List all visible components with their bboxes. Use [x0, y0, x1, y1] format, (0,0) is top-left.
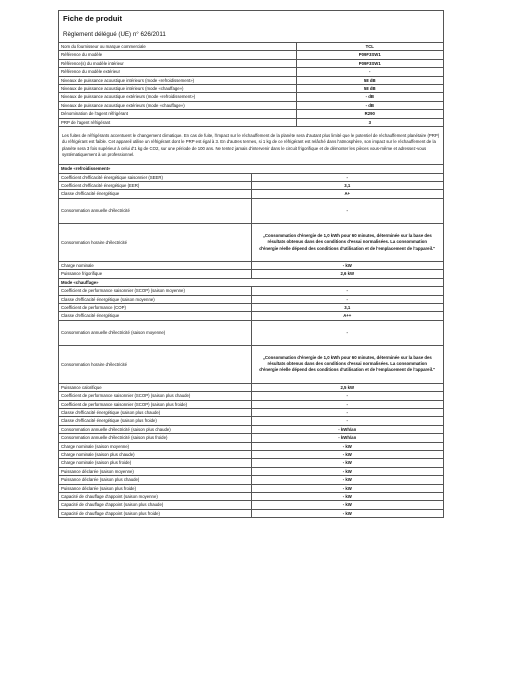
row-label: Consommation annuelle d'électricité (saison moyenne) — [59, 320, 252, 345]
row-value: 3,1 — [251, 303, 444, 311]
section-label: Mode «refroidissement» — [59, 165, 444, 173]
row-label: Coefficient de performance saisonnier (SCOP) (saison plus chaude) — [59, 392, 252, 400]
row-label: Référence du modèle extérieur — [59, 68, 297, 76]
row-value: - dB — [296, 93, 443, 101]
table-row — [59, 295, 444, 303]
row-label: Classe d'efficacité énergétique — [59, 312, 252, 320]
row-label: Nom du fournisseur ou marque commerciale — [59, 43, 297, 51]
row-label: Capacité de chauffage d'appoint (saison plus chaude) — [59, 501, 252, 509]
row-value: - kW — [251, 450, 444, 458]
row-label: Coefficient de performance (COP) — [59, 303, 252, 311]
sheet-title: Fiche de produit — [63, 14, 123, 23]
row-label: Classe d'efficacité énergétique (saison moyenne) — [59, 295, 252, 303]
row-label: Charge nominale — [59, 261, 252, 269]
row-label: Dénomination de l'agent réfrigérant — [59, 110, 297, 118]
table-row — [59, 501, 444, 509]
row-label: Coefficient de performance saisonnier (SCOP) (saison moyenne) — [59, 287, 252, 295]
row-label: Puissance frigorifique — [59, 270, 252, 278]
table-row — [59, 450, 444, 458]
row-value: - kWh/an — [251, 425, 444, 433]
table-row — [59, 118, 444, 126]
row-label: Charge nominale (saison plus froide) — [59, 459, 252, 467]
row-value: - kW — [251, 459, 444, 467]
table-row — [59, 425, 444, 433]
table-row — [59, 190, 444, 198]
row-value: A++ — [251, 312, 444, 320]
table-row — [59, 509, 444, 517]
product-sheet — [58, 10, 444, 518]
row-label: Niveaux de puissance acoustique extérieurs (mode «chauffage») — [59, 101, 297, 109]
table-row — [59, 400, 444, 408]
table-row — [59, 51, 444, 59]
table-row — [59, 101, 444, 109]
table-row — [59, 434, 444, 442]
row-label: Puissance déclarée (saison plus froide) — [59, 484, 252, 492]
section-label: Mode «chauffage» — [59, 278, 444, 286]
table-row — [59, 223, 444, 261]
row-label: Capacité de chauffage d'appoint (saison moyenne) — [59, 493, 252, 501]
row-value: - kW — [251, 493, 444, 501]
row-value: - kWh/an — [251, 434, 444, 442]
row-label: Consommation annuelle d'électricité (saison plus froide) — [59, 434, 252, 442]
row-label: Classe d'efficacité énergétique — [59, 190, 252, 198]
row-value: „Consommation d'énergie de 1,0 kWh pour 60 minutes, déterminée sur la base des résultats obtenus dans des conditions d'essai normalisées. La consommation d'énergie réelle dépend des conditions d'utilisation et de l'emplacement de l'appareil." — [251, 223, 444, 261]
row-value: - kW — [251, 442, 444, 450]
table-row — [59, 459, 444, 467]
row-label: Capacité de chauffage d'appoint (saison plus froide) — [59, 509, 252, 517]
section-row-cooling — [59, 165, 444, 173]
cooling-table — [58, 164, 444, 518]
row-value: A+ — [251, 190, 444, 198]
row-value: - — [251, 295, 444, 303]
row-label: Puissance calorifique — [59, 383, 252, 391]
table-row — [59, 270, 444, 278]
table-row — [59, 59, 444, 67]
row-label: Puissance déclarée (saison moyenne) — [59, 467, 252, 475]
row-label: Consommation horaire d'électricité — [59, 345, 252, 383]
row-value: P09F3SW1 — [296, 59, 443, 67]
row-value: - — [251, 198, 444, 223]
row-value: R290 — [296, 110, 443, 118]
table-row — [59, 173, 444, 181]
row-label: Référence(s) du modèle intérieur — [59, 59, 297, 67]
section-row-heating — [59, 278, 444, 286]
general-table — [58, 42, 444, 127]
row-label: Charge nominale (saison plus chaude) — [59, 450, 252, 458]
table-row — [59, 287, 444, 295]
sheet-subtitle: Règlement délégué (UE) n° 626/2011 — [63, 31, 166, 38]
row-label: PRP de l'agent réfrigérant — [59, 118, 297, 126]
row-value: - kW — [251, 476, 444, 484]
row-value: - kW — [251, 509, 444, 517]
row-label: Référence du modèle — [59, 51, 297, 59]
row-value: - kW — [251, 467, 444, 475]
row-value: - kW — [251, 261, 444, 269]
row-value: - — [251, 320, 444, 345]
table-row — [59, 303, 444, 311]
row-value: „Consommation d'énergie de 1,0 kWh pour 60 minutes, déterminée sur la base des résultats obtenus dans des conditions d'essai normalisées. La consommation d'énergie réelle dépend des conditions d'utilisation et de l'emplacement de l'appareil." — [251, 345, 444, 383]
row-label: Coefficient de performance saisonnier (SCOP) (saison plus froide) — [59, 400, 252, 408]
row-label: Coefficient d'efficacité énergétique saisonnier (SEER) — [59, 173, 252, 181]
row-value: - — [296, 68, 443, 76]
table-row — [59, 493, 444, 501]
table-row — [59, 320, 444, 345]
table-row — [59, 43, 444, 51]
row-label: Niveaux de puissance acoustique intérieurs (mode «chauffage») — [59, 85, 297, 93]
table-row — [59, 345, 444, 383]
row-label: Niveaux de puissance acoustique extérieurs (mode «refroidissement») — [59, 93, 297, 101]
table-row — [59, 261, 444, 269]
row-label: Puissance déclarée (saison plus chaude) — [59, 476, 252, 484]
table-row — [59, 68, 444, 76]
table-row — [59, 93, 444, 101]
row-value: - — [251, 417, 444, 425]
row-value: - kW — [251, 501, 444, 509]
row-label: Classe d'efficacité énergétique (saison plus froide) — [59, 417, 252, 425]
row-label: Classe d'efficacité énergétique (saison plus chaude) — [59, 408, 252, 416]
row-value: - — [251, 400, 444, 408]
row-value: - — [251, 173, 444, 181]
row-label: Consommation annuelle d'électricité (saison plus chaude) — [59, 425, 252, 433]
sheet-header — [58, 10, 444, 42]
row-value: - — [251, 408, 444, 416]
row-value: 58 dB — [296, 76, 443, 84]
refrigerant-note: Les fuites de réfrigérants accentuent le changement climatique. En cas de fuite, l'impact sur le réchauffement de la planète sera d'autant plus limité que le potentiel de réchauffement planétaire (PRP) du réfrigérant est faible. Cet appareil utilise un réfrigérant dont le PRP est égal à 3. En d'autres termes, si 1 kg de ce réfrigérant est relâché dans l'atmosphère, son impact sur le réchauffement de la planète sera 3 fois supérieur à celui d'1 kg de CO2, sur une période de 100 ans. Ne tentez jamais d'intervenir dans le circuit frigorifique et de démonter les pièces vous-même et adressez-vous systématiquement à un professionnel. — [58, 127, 444, 164]
row-label: Niveaux de puissance acoustique intérieurs (mode «refroidissement») — [59, 76, 297, 84]
table-row — [59, 392, 444, 400]
row-value: - — [251, 287, 444, 295]
row-label: Consommation horaire d'électricité — [59, 223, 252, 261]
table-row — [59, 76, 444, 84]
table-row — [59, 383, 444, 391]
table-row — [59, 85, 444, 93]
row-value: 2,5 kW — [251, 383, 444, 391]
table-row — [59, 467, 444, 475]
table-row — [59, 417, 444, 425]
table-row — [59, 476, 444, 484]
row-value: - — [251, 392, 444, 400]
table-row — [59, 198, 444, 223]
table-row — [59, 312, 444, 320]
row-value: - dB — [296, 101, 443, 109]
row-value: 3,1 — [251, 182, 444, 190]
row-value: TCL — [296, 43, 443, 51]
row-value: P09F3SW1 — [296, 51, 443, 59]
table-row — [59, 484, 444, 492]
row-value: 3 — [296, 118, 443, 126]
table-row — [59, 110, 444, 118]
table-row — [59, 408, 444, 416]
row-label: Coefficient d'efficacité énergétique (EER) — [59, 182, 252, 190]
row-label: Charge nominale (saison moyenne) — [59, 442, 252, 450]
table-row — [59, 442, 444, 450]
table-row — [59, 182, 444, 190]
row-value: - kW — [251, 484, 444, 492]
row-value: 58 dB — [296, 85, 443, 93]
row-label: Consommation annuelle d'électricité — [59, 198, 252, 223]
row-value: 2,6 kW — [251, 270, 444, 278]
